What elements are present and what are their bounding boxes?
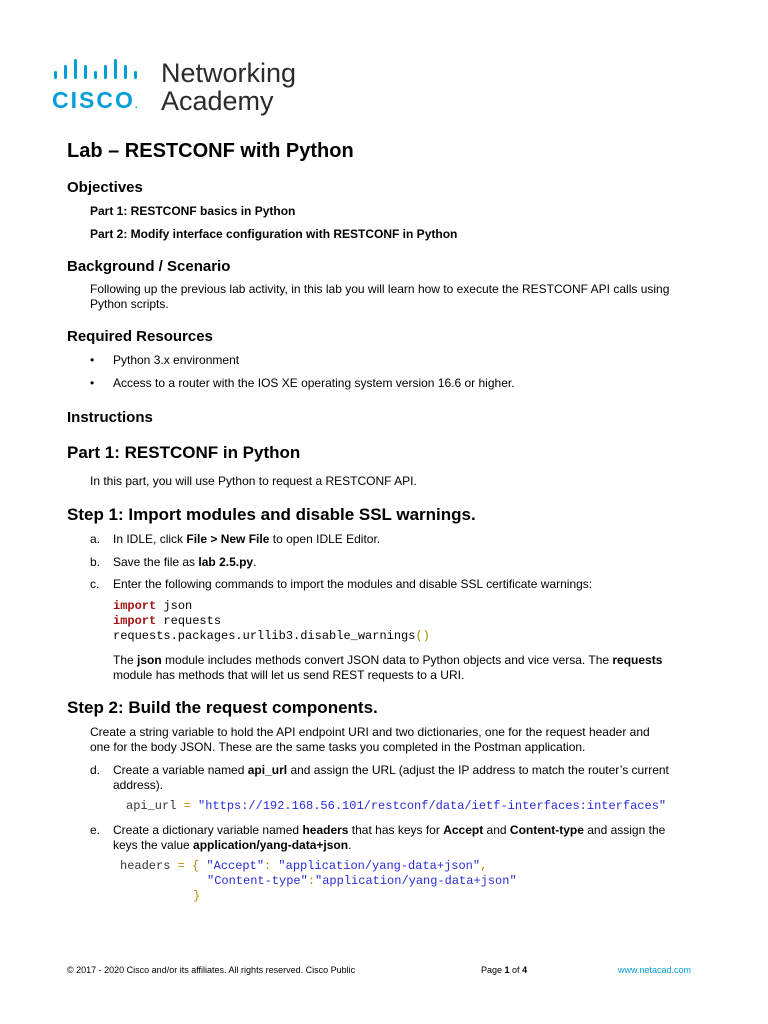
footer-copyright: © 2017 - 2020 Cisco and/or its affiliates. All rights reserved. Cisco Public <box>67 965 356 975</box>
code-line-api-url: api_url = "https://192.168.56.101/restconf/data/ietf-interfaces:interfaces" <box>126 799 667 813</box>
resource-item: Access to a router with the IOS XE operating system version 16.6 or higher. <box>113 376 515 390</box>
cisco-wordmark: CISCO. <box>52 87 140 113</box>
code-line-headers-1: headers = { "Accept": "application/yang-data+json", <box>120 859 488 873</box>
bullet: • <box>90 353 95 367</box>
code-line-import-requests: import requests <box>113 614 222 628</box>
code-line-headers-2: "Content-type":"application/yang-data+json" <box>207 874 517 888</box>
step2-d-text-line1: Create a variable named api_url and assign the URL (adjust the IP address to match the router’s current <box>113 763 669 777</box>
step2-e-text-line2: keys the value application/yang-data+json. <box>113 838 352 852</box>
step1-c-text: Enter the following commands to import the modules and disable SSL certificate warnings: <box>113 577 593 591</box>
step-label: d. <box>90 763 101 777</box>
step2-d-text-line2: address). <box>113 778 164 792</box>
objective-item: Part 1: RESTCONF basics in Python <box>90 204 296 218</box>
brand-line1: Networking <box>161 58 297 88</box>
resource-item: Python 3.x environment <box>113 353 240 367</box>
objective-item: Part 2: Modify interface configuration with RESTCONF in Python <box>90 227 458 241</box>
step2-heading: Step 2: Build the request components. <box>67 698 378 717</box>
cisco-logo-bars <box>52 59 152 81</box>
resources-heading: Required Resources <box>67 328 213 345</box>
step-label: e. <box>90 823 101 837</box>
json-note-line2: module has methods that will let us send REST requests to a URI. <box>113 668 465 682</box>
step-label: b. <box>90 555 101 569</box>
step1-heading: Step 1: Import modules and disable SSL warnings. <box>67 505 476 524</box>
step2-e-text-line1: Create a dictionary variable named headers that has keys for Accept and Content-type and assign the <box>113 823 666 837</box>
code-line-import-json: import json <box>113 599 193 613</box>
background-heading: Background / Scenario <box>67 258 231 275</box>
code-line-headers-3: } <box>193 889 201 903</box>
step2-intro-line1: Create a string variable to hold the API endpoint URI and two dictionaries, one for the request header and <box>90 725 650 739</box>
part1-heading: Part 1: RESTCONF in Python <box>67 443 301 462</box>
background-text-line2: Python scripts. <box>90 297 169 311</box>
step-label: a. <box>90 532 101 546</box>
background-text-line1: Following up the previous lab activity, in this lab you will learn how to execute the RESTCONF API calls using <box>90 282 670 296</box>
objectives-heading: Objectives <box>67 179 143 196</box>
part1-intro: In this part, you will use Python to request a RESTCONF API. <box>90 474 417 488</box>
step1-a-text: In IDLE, click File > New File to open IDLE Editor. <box>113 532 381 546</box>
code-line-disable-warnings: requests.packages.urllib3.disable_warnings() <box>113 629 430 643</box>
footer-page-number: Page 1 of 4 <box>481 965 528 975</box>
json-note-line1: The json module includes methods convert JSON data to Python objects and vice versa. The requests <box>113 653 663 667</box>
instructions-heading: Instructions <box>67 409 153 426</box>
page-title: Lab – RESTCONF with Python <box>67 140 354 162</box>
bullet: • <box>90 376 95 390</box>
step1-b-text: Save the file as lab 2.5.py. <box>113 555 257 569</box>
brand-line2: Academy <box>161 86 274 116</box>
step2-intro-line2: one for the body JSON. These are the same tasks you completed in the Postman application. <box>90 740 586 754</box>
footer-url-link[interactable]: www.netacad.com <box>618 965 692 975</box>
step-label: c. <box>90 577 100 591</box>
